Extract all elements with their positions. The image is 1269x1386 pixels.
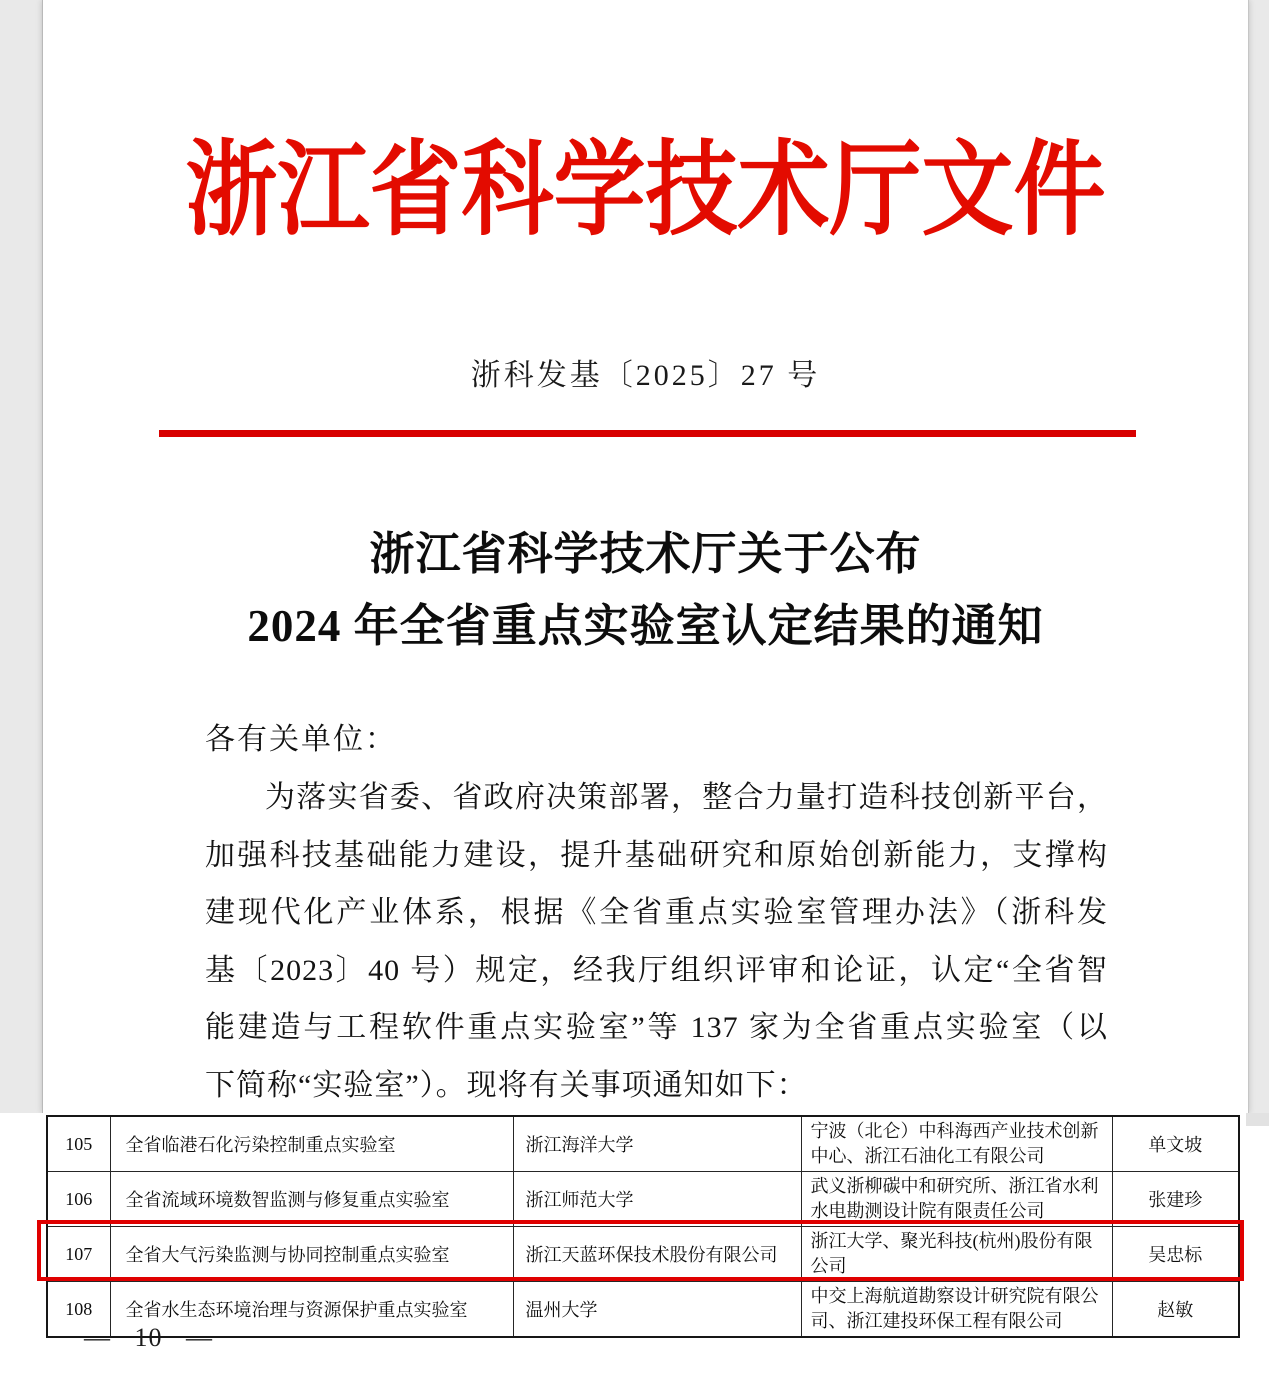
table-row: [47, 1116, 1239, 1172]
paragraph-line: 能建造与工程软件重点实验室”等 137 家为全省重点实验室（以: [205, 1011, 1108, 1044]
paragraph-line: 加强科技基础能力建设，提升基础研究和原始创新能力，支撑构: [205, 838, 1108, 872]
letterhead-divider-line: [159, 430, 1136, 437]
paragraph-line: 建现代化产业体系，根据《全省重点实验室管理办法》（浙科发: [205, 896, 1108, 929]
cell-institution: 温州大学: [513, 1282, 801, 1338]
cell-partner-units: 武义浙柳碳中和研究所、浙江省水利水电勘测设计院有限责任公司: [801, 1172, 1112, 1227]
page-number: — 10 —: [84, 1323, 213, 1352]
table-row: [47, 1227, 1239, 1282]
results-table: [46, 1115, 1240, 1338]
cell-lab-name: 全省流域环境数智监测与修复重点实验室: [110, 1172, 513, 1227]
document-number: 浙科发基〔2025〕27 号: [470, 359, 821, 392]
cell-institution: 浙江师范大学: [513, 1172, 801, 1227]
salutation: 各有关单位：: [205, 723, 397, 756]
table-row: [47, 1282, 1239, 1338]
scan-edge-remnant: [1246, 1113, 1269, 1126]
cell-lab-name: 全省临港石化污染控制重点实验室: [110, 1116, 513, 1172]
cell-director-name: 单文坡: [1112, 1116, 1239, 1172]
cell-director-name: 赵敏: [1112, 1282, 1239, 1338]
cell-row-number: 108: [47, 1282, 110, 1338]
paragraph-line: 基〔2023〕40 号）规定，经我厅组织评审和论证，认定“全省智: [205, 953, 1108, 987]
cell-institution: 浙江海洋大学: [513, 1116, 801, 1172]
results-table-body: [47, 1116, 1239, 1337]
agency-letterhead-title: 浙江省科学技术厅文件: [185, 133, 1106, 248]
paragraph-line: 下简称“实验室”）。现将有关事项通知如下：: [205, 1068, 808, 1102]
cell-partner-units: 宁波（北仑）中科海西产业技术创新中心、浙江石油化工有限公司: [801, 1116, 1112, 1172]
body-paragraph: [205, 769, 1108, 1113]
cell-partner-units: 浙江大学、聚光科技(杭州)股份有限公司: [801, 1227, 1112, 1282]
cell-row-number: 105: [47, 1116, 110, 1172]
cell-director-name: 吴忠标: [1112, 1227, 1239, 1282]
document-page: [42, 0, 1249, 1113]
notice-title-line1: 浙江省科学技术厅关于公布: [369, 529, 922, 579]
cell-row-number: 107: [47, 1227, 110, 1282]
cell-partner-units: 中交上海航道勘察设计研究院有限公司、浙江建投环保工程有限公司: [801, 1282, 1112, 1338]
results-table-section: [0, 1113, 1269, 1386]
cell-lab-name: 全省大气污染监测与协同控制重点实验室: [110, 1227, 513, 1282]
paragraph-line: 为落实省委、省政府决策部署，整合力量打造科技创新平台，: [265, 781, 1108, 814]
cell-lab-name: 全省水生态环境治理与资源保护重点实验室: [110, 1282, 513, 1338]
cell-director-name: 张建珍: [1112, 1172, 1239, 1227]
cell-row-number: 106: [47, 1172, 110, 1227]
notice-title: [43, 518, 1248, 662]
cell-institution: 浙江天蓝环保技术股份有限公司: [513, 1227, 801, 1282]
notice-title-line2: 2024 年全省重点实验室认定结果的通知: [247, 601, 1044, 651]
table-row: [47, 1172, 1239, 1227]
